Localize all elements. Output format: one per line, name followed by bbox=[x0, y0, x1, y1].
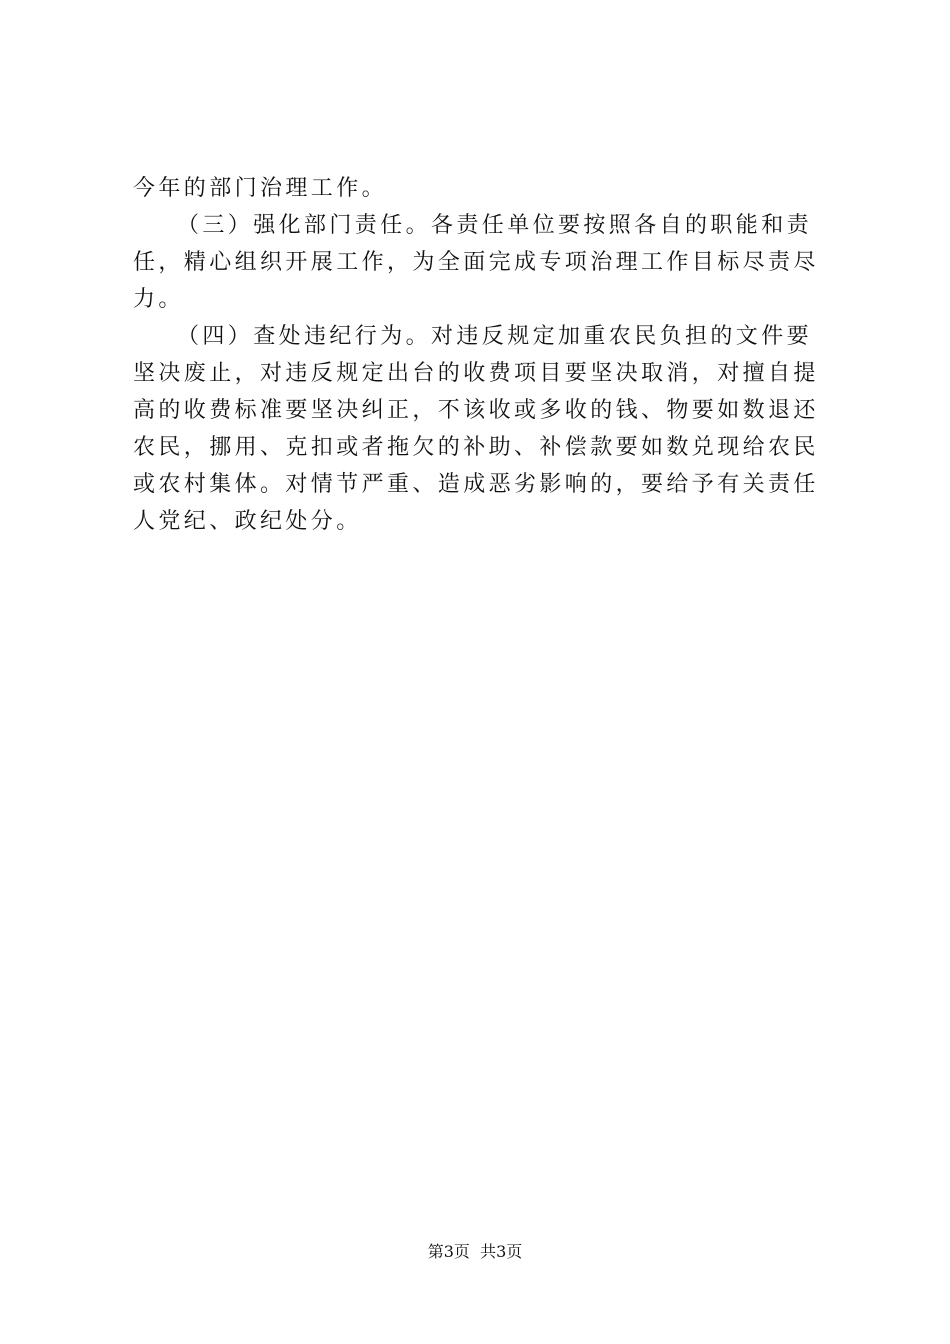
text-line: 人党纪、政纪处分。 bbox=[133, 509, 362, 534]
text-line: 或农村集体。对情节严重、造成恶劣影响的，要给予有关责任 bbox=[133, 472, 819, 497]
text-line: 任，精心组织开展工作，为全面完成专项治理工作目标尽责尽 bbox=[133, 250, 819, 275]
section-three-heading-line: （三）强化部门责任。各责任单位要按照各自的职能和责 bbox=[177, 213, 813, 238]
document-body bbox=[133, 170, 833, 540]
text-line: 今年的部门治理工作。 bbox=[133, 176, 388, 201]
page-number-label: 第3页 共3页 bbox=[427, 1242, 523, 1261]
text-line: 力。 bbox=[133, 287, 184, 312]
page-footer bbox=[0, 1240, 950, 1264]
text-line: 高的收费标准要坚决纠正，不该收或多收的钱、物要如数退还 bbox=[133, 398, 819, 423]
text-line: 农民，挪用、克扣或者拖欠的补助、补偿款要如数兑现给农民 bbox=[133, 435, 819, 460]
text-line: 坚决废止，对违反规定出台的收费项目要坚决取消，对擅自提 bbox=[133, 361, 819, 386]
section-four-heading-line: （四）查处违纪行为。对违反规定加重农民负担的文件要 bbox=[177, 324, 813, 349]
